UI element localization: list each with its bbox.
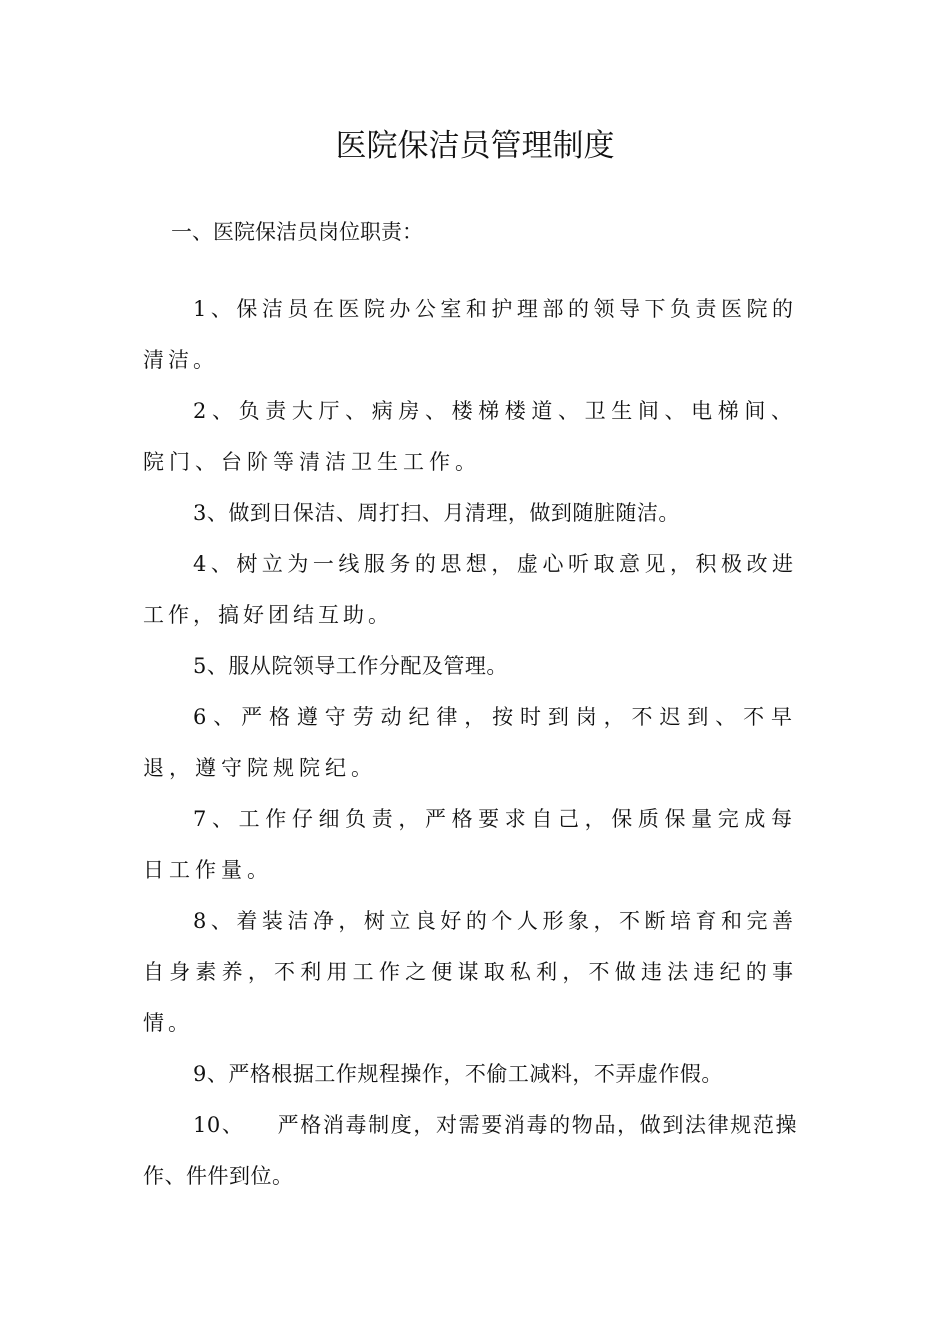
duty-item-number: 5、 [193,654,229,678]
duty-item-1 [143,284,797,386]
section-heading: 一、医院保洁员岗位职责： [171,220,423,244]
duty-item-5 [143,641,797,692]
document-title: 医院保洁员管理制度 [335,128,615,164]
duty-item-number: 8、 [193,909,237,933]
duty-item-number: 9、 [193,1062,229,1086]
duty-item-text: 严格消毒制度，对需要消毒的物品，做到法律规范操作、件件到位。 [143,1113,797,1188]
duty-item-text: 树立为一线服务的思想，虚心听取意见，积极改进工作，搞好团结互助。 [143,552,797,627]
duty-item-text: 严格遵守劳动纪律，按时到岗，不迟到、不早退，遵守院规院纪。 [143,705,797,780]
duty-item-number: 1、 [193,297,237,321]
duty-item-number: 10、 [193,1113,245,1137]
duty-item-2 [143,386,797,488]
duty-item-text: 着装洁净，树立良好的个人形象，不断培育和完善自身素养，不利用工作之便谋取私利，不做违法违纪的事情。 [143,909,797,1035]
duty-item-number: 6、 [193,705,242,729]
duty-item-text: 服从院领导工作分配及管理。 [228,654,508,678]
duty-item-text: 工作仔细负责，严格要求自己，保质保量完成每日工作量。 [143,807,797,882]
duty-item-number: 3、 [193,501,229,525]
duty-item-10 [143,1100,797,1202]
duty-item-text: 负责大厅、病房、楼梯楼道、卫生间、电梯间、院门、台阶等清洁卫生工作。 [143,399,797,474]
duty-item-number: 7、 [193,807,239,831]
duty-item-4 [143,539,797,641]
duty-item-9 [143,1049,797,1100]
duty-item-text: 严格根据工作规程操作，不偷工减料，不弄虚作假。 [228,1062,723,1086]
duty-item-number: 4、 [193,552,237,576]
duty-item-8 [143,896,797,1049]
duty-item-text: 保洁员在医院办公室和护理部的领导下负责医院的清洁。 [143,297,797,372]
duty-item-7 [143,794,797,896]
duty-item-number: 2、 [193,399,239,423]
document-body [143,208,797,1202]
duty-item-6 [143,692,797,794]
duty-item-3 [143,488,797,539]
duty-item-text: 做到日保洁、周打扫、月清理，做到随脏随洁。 [228,501,680,525]
